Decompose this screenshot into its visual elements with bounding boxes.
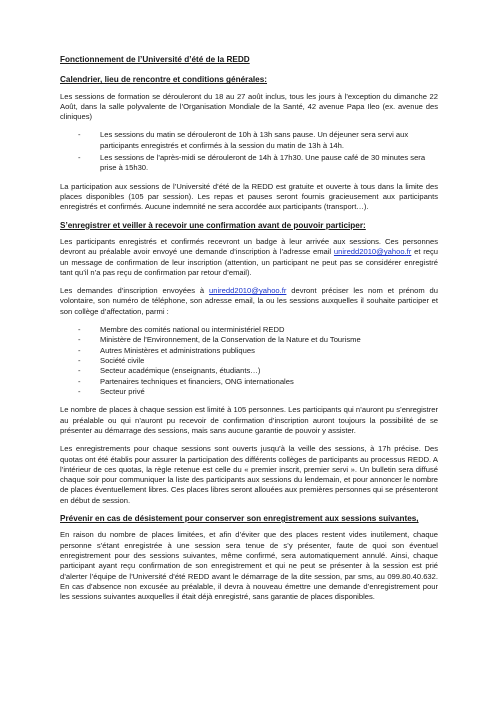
- section-heading-registration: S’enregistrer et veiller à recevoir une confirmation avant de pouvoir participer:: [60, 220, 366, 230]
- list-item: - Secteur académique (enseignants, étudiants…): [60, 366, 438, 376]
- document-title: Fonctionnement de l’Université d’été de la REDD: [60, 55, 250, 64]
- paragraph-place-limit: Le nombre de places à chaque session est limité à 105 personnes. Les participants qui n’auront pu s’enregistrer au préalable ou qui n’auront pu recevoir de confirmation d’inscription auront toujours la possibilité de se présenter au démarrage des sessions, mais sans aucune garantie de pouvoir y assister.: [60, 405, 438, 435]
- paragraph-participation-terms: La participation aux sessions de l’Université d’été de la REDD est gratuite et ouverte à tous dans la limite des places disponibles (105 par session). Les repas et pauses seront fournis gracieusement aux participants enregistrés et confirmés. Aucune indemnité ne sera accordée aux participants (transport…).: [60, 181, 438, 212]
- text-segment: et reçu un message de confirmation de leur inscription (attention, un participant ne peut pas se considérer enregistré tant qu’il n’a pas reçu de confirmation par retour d’email).: [60, 247, 438, 277]
- section-heading-withdrawal: Prévenir en cas de désistement pour conserver son enregistrement aux sessions suivantes,: [60, 514, 419, 524]
- list-item: - Membre des comités national ou interministériel REDD: [60, 325, 438, 335]
- list-item: - Société civile: [60, 356, 438, 366]
- list-item: - Autres Ministères et administrations publiques: [60, 346, 438, 356]
- session-times-list: [60, 130, 438, 173]
- list-item: - Les sessions de l’après-midi se dérouleront de 14h à 17h30. Une pause café de 30 minutes sera prise à 15h30.: [60, 153, 438, 174]
- list-item: - Les sessions du matin se dérouleront de 10h à 13h sans pause. Un déjeuner sera servi aux participants enregistrés et confirmés à la session du matin de 13h à 14h.: [60, 130, 438, 151]
- email-link[interactable]: uniredd2010@yahoo.fr: [209, 286, 287, 296]
- text-segment: Les participants enregistrés et confirmés recevront un badge à leur arrivée aux sessions. Ces personnes devront au préalable avoir envoyé une demande d’inscription à l’adresse email: [60, 236, 438, 257]
- list-item: - Secteur privé: [60, 387, 438, 397]
- text-segment: Les demandes d’inscription envoyées à: [60, 286, 210, 296]
- email-link[interactable]: uniredd2010@yahoo.fr: [333, 247, 412, 257]
- college-list: [60, 325, 438, 397]
- list-item: - Ministère de l’Environnement, de la Conservation de la Nature et du Tourisme: [60, 335, 438, 345]
- paragraph-quotas: Les enregistrements pour chaque sessions sont ouverts jusqu’à la veille des sessions, à 17h précise. Des quotas ont été établis pour assurer la participation des différents collèges de participants au processus REDD. A l’intérieur de ces quotas, la règle retenue est celle du « premier inscrit, premier servi ». Un bulletin sera diffusé chaque soir pour communiquer la liste des participants aux sessions du lendemain, et pour annoncer le nombre de places éventuellement libres. Ces places libres seront allouées aux premières personnes qui se présenteront en début de session.: [60, 444, 438, 505]
- paragraph-registration-details: [60, 286, 438, 317]
- list-item: - Partenaires techniques et financiers, ONG internationales: [60, 377, 438, 387]
- paragraph-dates-location: Les sessions de formation se dérouleront du 18 au 27 août inclus, tous les jours à l’exception du dimanche 22 Août, dans la salle polyvalente de l’Organisation Mondiale de la Santé, 42 avenue Papa Ileo (ex. avenue des cliniques): [60, 91, 438, 122]
- section-heading-calendar: Calendrier, lieu de rencontre et conditions générales:: [60, 75, 268, 85]
- paragraph-registration-badge: [60, 237, 438, 278]
- paragraph-withdrawal: En raison du nombre de places limitées, et afin d’éviter que des places restent vides inutilement, chaque personne s’étant enregistrée à une session sera tenue de s’y présenter, faute de quoi son éventuel enregistrement pour des sessions suivantes, même confirmé, sera automatiquement annulé. Ainsi, chaque participant ayant reçu confirmation de son enregistrement et qui ne peut se présenter à la session est prié d’alerter l’équipe de l’Université d’été REDD avant le démarrage de la dite session, par sms, au 099.80.40.632. En cas d’absence non excusée au préalable, il devra à nouveau émettre une demande d’enregistrement pour les sessions suivantes auxquelles il était déjà enregistré, sans garantie de places disponibles.: [60, 530, 438, 602]
- text-segment: devront préciser les nom et prénom du volontaire, son numéro de téléphone, son adresse email, la ou les sessions auxquelles il souhaite participer et son collège d’affectation, parmi :: [60, 286, 438, 316]
